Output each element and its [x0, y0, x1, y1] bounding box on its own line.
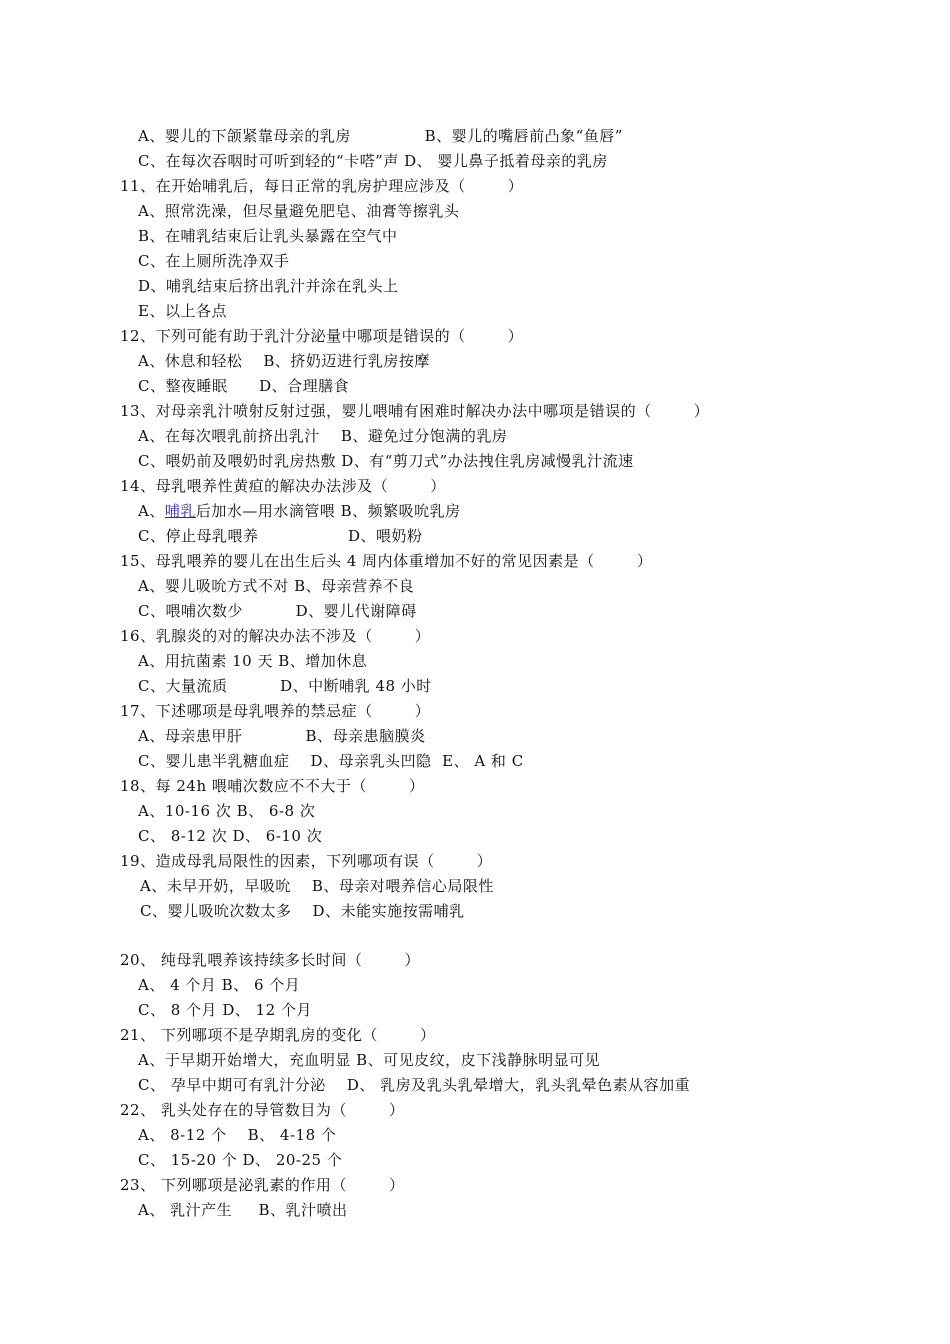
q10-options-cd: C、在每次吞咽时可听到轻的“卡嗒”声 D、 婴儿鼻子抵着母亲的乳房: [138, 152, 608, 170]
q18-options-ab: A、10-16 次 B、 6-8 次: [138, 802, 316, 820]
q12-options-ab: A、休息和轻松 B、挤奶迈进行乳房按摩: [138, 352, 430, 370]
q14-options-ab: [138, 501, 461, 521]
q21-options-ab: A、于早期开始增大，充血明显 B、可见皮纹，皮下浅静脉明显可见: [138, 1051, 601, 1069]
q22-question: 22、 乳头处存在的导管数目为（ ）: [120, 1101, 405, 1119]
q21-options-cd: C、 孕早中期可有乳汁分泌 D、 乳房及乳头乳晕增大，乳头乳晕色素从容加重: [138, 1076, 691, 1094]
q11-option-d: D、哺乳结束后挤出乳汁并涂在乳头上: [138, 277, 399, 295]
q16-options-cd: C、大量流质 D、中断哺乳 48 小时: [138, 677, 432, 695]
q14-options-cd: C、停止母乳喂养 D、喂奶粉: [138, 527, 423, 545]
q14-option-a-suffix: 后加水—用水滴管喂 B、频繁吸吮乳房: [195, 502, 461, 520]
q11-option-b: B、在哺乳结束后让乳头暴露在空气中: [138, 227, 398, 245]
q19-options-ab: A、未早开奶，早吸吮 B、母亲对喂养信心局限性: [140, 877, 494, 895]
q18-question: 18、每 24h 喂哺次数应不不大于（ ）: [120, 777, 425, 795]
q14-question: 14、母乳喂养性黄疸的解决办法涉及（ ）: [120, 477, 446, 495]
q14-option-a-prefix: A、: [138, 502, 165, 520]
breastfeeding-link[interactable]: 哺乳: [164, 502, 196, 520]
q11-option-c: C、在上厕所洗净双手: [138, 252, 290, 270]
q17-question: 17、下述哪项是母乳喂养的禁忌症（ ）: [120, 702, 431, 720]
q11-option-e: E、以上各点: [138, 302, 227, 320]
q16-question: 16、乳腺炎的对的解决办法不涉及（ ）: [120, 627, 431, 645]
q12-options-cd: C、整夜睡眠 D、合理膳食: [138, 377, 350, 395]
q23-question: 23、 下列哪项是泌乳素的作用（ ）: [120, 1176, 405, 1194]
q22-options-cd: C、 15-20 个 D、 20-25 个: [138, 1151, 343, 1169]
q15-options-cd: C、喂哺次数少 D、婴儿代谢障碍: [138, 602, 417, 620]
q22-options-ab: A、 8-12 个 B、 4-18 个: [138, 1126, 337, 1144]
q16-options-ab: A、用抗菌素 10 天 B、增加休息: [138, 652, 368, 670]
q13-question: 13、对母亲乳汁喷射反射过强，婴儿喂哺有困难时解决办法中哪项是错误的（ ）: [120, 402, 710, 420]
q20-question: 20、 纯母乳喂养该持续多长时间（ ）: [120, 951, 421, 969]
q13-options-cd: C、喂奶前及喂奶时乳房热敷 D、有“剪刀式”办法拽住乳房减慢乳汁流速: [138, 452, 634, 470]
q20-options-ab: A、 4 个月 B、 6 个月: [138, 976, 301, 994]
q20-options-cd: C、 8 个月 D、 12 个月: [138, 1001, 312, 1019]
q23-options-ab: A、 乳汁产生 B、乳汁喷出: [138, 1201, 348, 1219]
q11-question: 11、在开始哺乳后，每日正常的乳房护理应涉及（ ）: [120, 177, 524, 195]
q17-options-ab: A、母亲患甲肝 B、母亲患脑膜炎: [138, 727, 426, 745]
q18-options-cd: C、 8-12 次 D、 6-10 次: [138, 827, 323, 845]
q19-options-cd: C、婴儿吸吮次数太多 D、未能实施按需哺乳: [140, 902, 465, 920]
q21-question: 21、 下列哪项不是孕期乳房的变化（ ）: [120, 1026, 436, 1044]
q11-option-a: A、照常洗澡，但尽量避免肥皂、油膏等擦乳头: [138, 202, 460, 220]
q10-options-ab: A、婴儿的下颌紧靠母亲的乳房 B、婴儿的嘴唇前凸象“鱼唇”: [138, 127, 623, 145]
q15-options-ab: A、婴儿吸吮方式不对 B、母亲营养不良: [138, 577, 415, 595]
q19-question: 19、造成母乳局限性的因素，下列哪项有误（ ）: [120, 852, 493, 870]
q13-options-ab: A、在每次喂乳前挤出乳汁 B、避免过分饱满的乳房: [138, 427, 508, 445]
q15-question: 15、母乳喂养的婴儿在出生后头 4 周内体重增加不好的常见因素是（ ）: [120, 552, 653, 570]
q17-options-cde: C、婴儿患半乳糖血症 D、母亲乳头凹隐 E、 A 和 C: [138, 752, 524, 770]
q12-question: 12、下列可能有助于乳汁分泌量中哪项是错误的（ ）: [120, 327, 524, 345]
